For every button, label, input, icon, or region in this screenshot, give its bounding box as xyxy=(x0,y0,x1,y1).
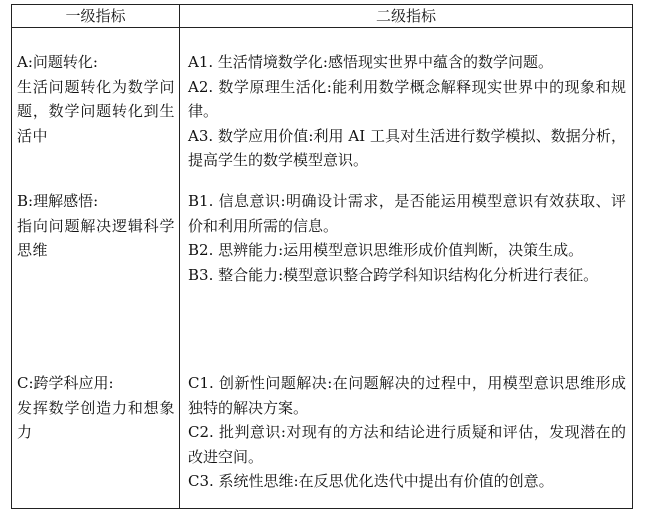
category-c-desc: 发挥数学创造力和想象力 xyxy=(17,398,175,441)
item-c3: C3. 系统性思维:在反思优化迭代中提出有价值的创意。 xyxy=(188,472,554,490)
item-b3: B3. 整合能力:模型意识整合跨学科知识结构化分析进行表征。 xyxy=(188,265,599,284)
column-divider xyxy=(179,5,180,508)
category-b xyxy=(17,189,175,263)
item-c1: C1. 创新性问题解决:在问题解决的过程中，用模型意识思维形成独特的解决方案。 xyxy=(188,374,626,417)
item-a2: A2. 数学原理生活化:能利用数学概念解释现实世界中的现象和规律。 xyxy=(188,77,626,120)
category-c xyxy=(17,371,175,445)
items-c xyxy=(188,371,626,494)
header-divider xyxy=(12,27,632,28)
item-b1: B1. 信息意识:明确设计需求，是否能运用模型意识有效获取、评价和利用所需的信息。 xyxy=(188,192,626,235)
header-secondary-indicator: 二级指标 xyxy=(375,7,436,25)
items-b xyxy=(188,189,626,287)
item-a1: A1. 生活情境数学化:感悟现实世界中蕴含的数学问题。 xyxy=(188,53,553,71)
category-c-title: C:跨学科应用: xyxy=(17,374,114,392)
category-a-title: A:问题转化: xyxy=(17,53,98,71)
category-b-title: B:理解感悟: xyxy=(17,192,99,210)
indicator-table xyxy=(11,4,633,509)
items-a xyxy=(188,50,626,173)
item-a3: A3. 数学应用价值:利用 AI 工具对生活进行数学模拟、数据分析，提高学生的数学模型意识。 xyxy=(188,126,626,169)
category-b-desc: 指向问题解决逻辑科学思维 xyxy=(17,216,175,259)
item-c2: C2. 批判意识:对现有的方法和结论进行质疑和评估，发现潜在的改进空间。 xyxy=(188,423,626,466)
category-a xyxy=(17,50,175,148)
category-a-desc: 生活问题转化为数学问题，数学问题转化到生活中 xyxy=(17,77,175,145)
header-primary-indicator: 一级指标 xyxy=(65,7,126,25)
item-b2: B2. 思辨能力:运用模型意识思维形成价值判断，决策生成。 xyxy=(188,241,584,259)
